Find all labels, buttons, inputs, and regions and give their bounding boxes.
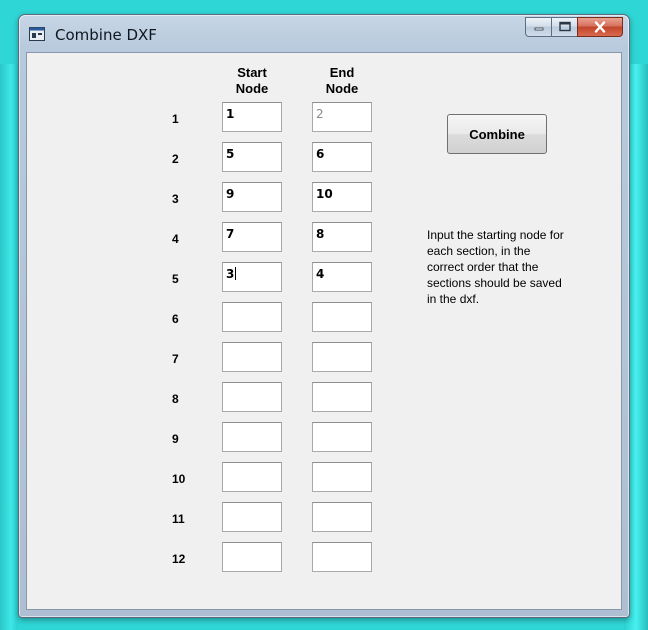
dialog-client-area — [26, 52, 622, 610]
start-node-input[interactable] — [222, 342, 282, 372]
row-number: 9 — [172, 432, 179, 446]
end-node-value: 10 — [316, 187, 333, 201]
caption-buttons — [525, 17, 623, 39]
text-caret — [235, 267, 236, 280]
start-node-value: 7 — [226, 227, 235, 241]
maximize-icon — [558, 21, 572, 33]
end-node-input[interactable] — [312, 102, 372, 132]
end-node-input[interactable] — [312, 142, 372, 172]
row-number: 8 — [172, 392, 179, 406]
row-number: 2 — [172, 152, 179, 166]
end-node-header: End Node — [325, 65, 359, 96]
end-node-input[interactable] — [312, 302, 372, 332]
instructions-text: Input the starting node for each section, in the correct order that the sections should be saved in the dxf. — [427, 228, 564, 306]
start-node-value: 1 — [226, 107, 235, 121]
end-node-input[interactable] — [312, 342, 372, 372]
close-icon — [593, 21, 607, 33]
window-title: Combine DXF — [55, 26, 157, 44]
start-node-input[interactable] — [222, 222, 282, 252]
row-number: 6 — [172, 312, 179, 326]
start-node-input[interactable] — [222, 422, 282, 452]
end-node-value: 4 — [316, 267, 325, 281]
dxf-app-icon — [29, 27, 45, 41]
end-node-input[interactable] — [312, 462, 372, 492]
start-node-value: 3 — [226, 267, 235, 281]
end-node-input[interactable] — [312, 222, 372, 252]
combine-dxf-window — [18, 14, 630, 618]
start-node-input[interactable] — [222, 142, 282, 172]
end-node-input[interactable] — [312, 502, 372, 532]
row-number: 11 — [172, 512, 185, 526]
start-node-input[interactable] — [222, 382, 282, 412]
row-number: 12 — [172, 552, 186, 566]
row-number: 4 — [172, 232, 179, 246]
minimize-button[interactable] — [525, 17, 551, 37]
desktop-background-left — [0, 64, 18, 630]
start-node-value: 9 — [226, 187, 235, 201]
start-node-value: 5 — [226, 147, 235, 161]
end-node-input[interactable] — [312, 382, 372, 412]
start-node-input[interactable] — [222, 502, 282, 532]
end-node-input[interactable] — [312, 262, 372, 292]
combine-button[interactable]: Combine — [447, 114, 547, 154]
title-bar[interactable] — [19, 15, 629, 53]
start-node-input[interactable] — [222, 262, 282, 292]
close-button[interactable] — [577, 17, 623, 37]
end-node-value: 6 — [316, 147, 325, 161]
end-node-value: 2 — [316, 107, 324, 121]
row-number: 1 — [172, 112, 179, 126]
start-node-input[interactable] — [222, 182, 282, 212]
end-node-value: 8 — [316, 227, 325, 241]
maximize-button[interactable] — [551, 17, 577, 37]
start-node-input[interactable] — [222, 302, 282, 332]
end-node-input[interactable] — [312, 422, 372, 452]
minimize-icon — [533, 22, 545, 32]
end-node-input[interactable] — [312, 182, 372, 212]
end-node-input[interactable] — [312, 542, 372, 572]
row-number: 7 — [172, 352, 179, 366]
start-node-input[interactable] — [222, 542, 282, 572]
start-node-input[interactable] — [222, 102, 282, 132]
start-node-header: Start Node — [235, 65, 269, 96]
row-number: 5 — [172, 272, 179, 286]
row-number: 3 — [172, 192, 179, 206]
start-node-input[interactable] — [222, 462, 282, 492]
row-number: 10 — [172, 472, 186, 486]
